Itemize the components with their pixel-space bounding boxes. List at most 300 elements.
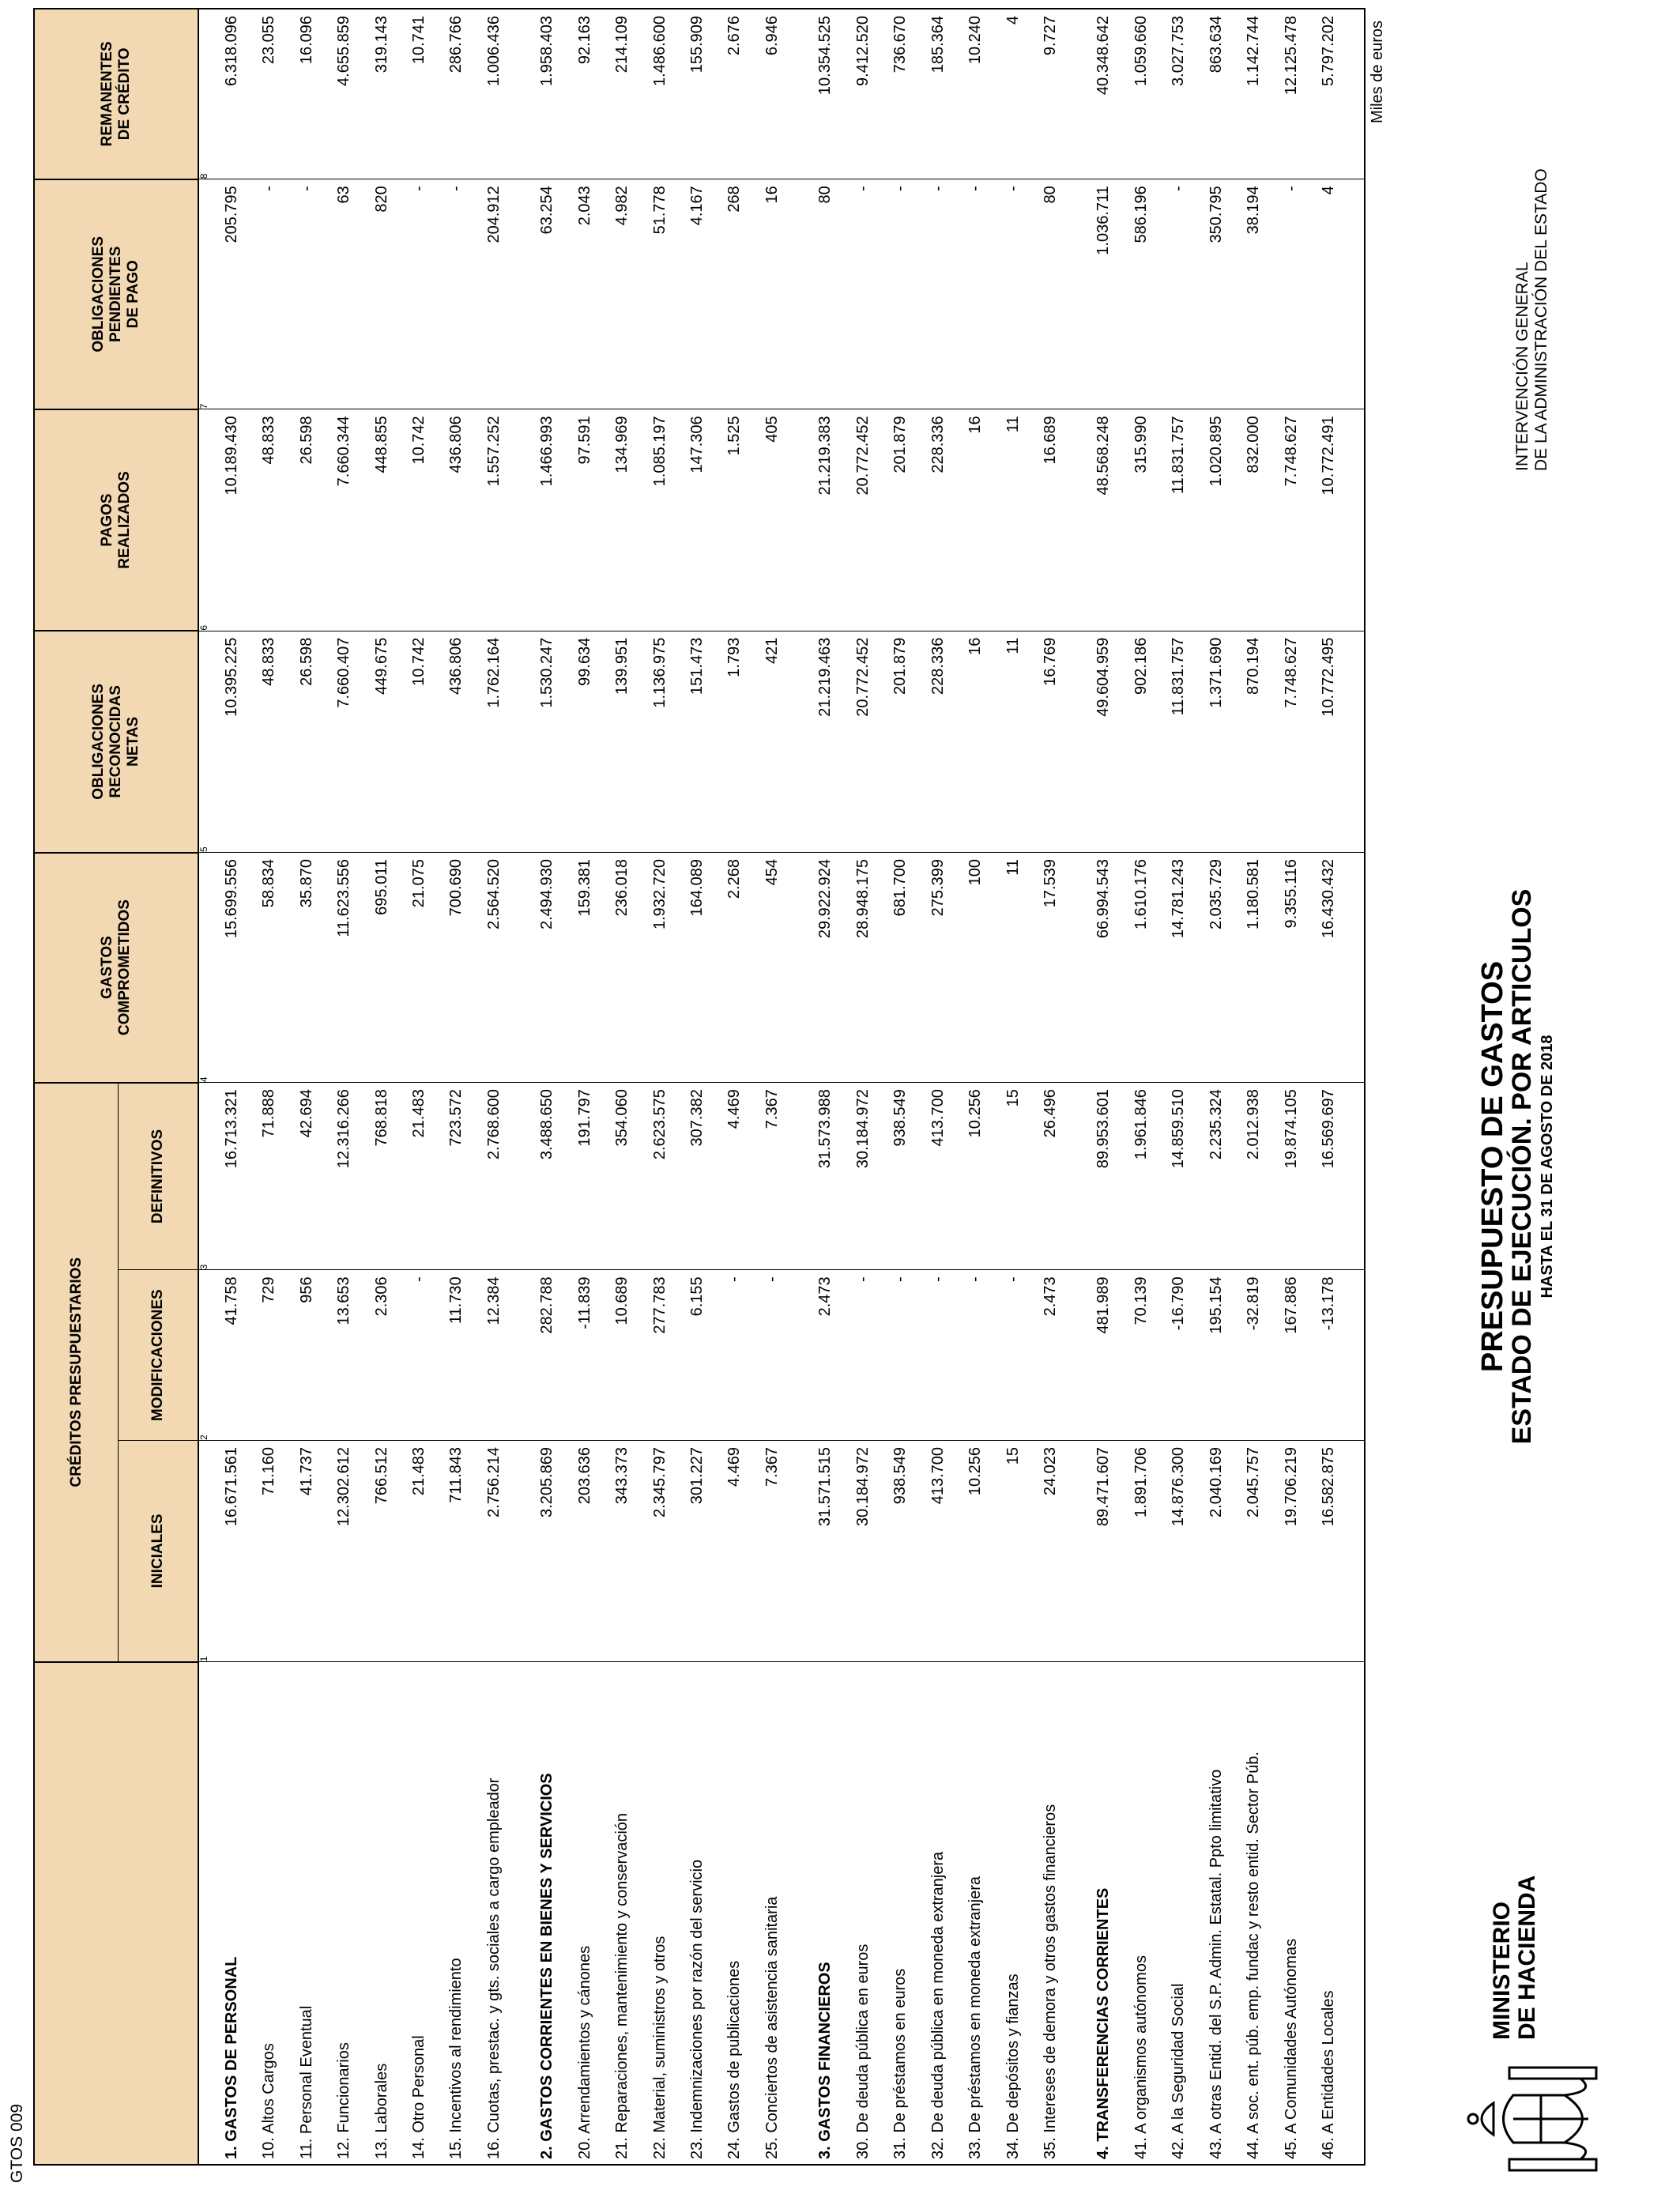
value-cell: 21.483 xyxy=(401,1083,438,1270)
value-cell: 268 xyxy=(716,179,753,409)
value-cell: 1.059.660 xyxy=(1123,9,1160,179)
value-cell: 681.700 xyxy=(882,853,919,1083)
creditos-group-header: CRÉDITOS PRESUPUESTARIOS xyxy=(34,1083,119,1662)
chapter-row xyxy=(529,9,566,2165)
value-cell: 736.670 xyxy=(882,9,919,179)
value-cell: 42.694 xyxy=(288,1083,326,1270)
ministry-name xyxy=(1490,1875,1540,2040)
value-cell: 902.186 xyxy=(1123,631,1160,852)
value-cell: 1.961.846 xyxy=(1123,1083,1160,1270)
row-label: 13. Laborales xyxy=(363,1662,400,2165)
value-cell: 15 xyxy=(994,1083,1031,1270)
value-cell: 7.660.344 xyxy=(326,409,363,631)
spacer-cell xyxy=(1347,1662,1365,2165)
value-cell: - xyxy=(957,179,994,409)
value-cell: 2.473 xyxy=(1032,1270,1069,1441)
gap-cell xyxy=(791,1083,807,1270)
gastos-header-line-2: COMPROMETIDOS xyxy=(116,899,133,1036)
table-row xyxy=(679,9,716,2165)
value-cell: 695.011 xyxy=(363,853,400,1083)
value-cell: 863.634 xyxy=(1198,9,1235,179)
value-cell: - xyxy=(288,179,326,409)
section-gap xyxy=(791,9,807,2165)
value-cell: 203.636 xyxy=(567,1440,604,1661)
obl-header-line-1: OBLIGACIONES xyxy=(90,683,107,800)
value-cell: 201.879 xyxy=(882,409,919,631)
column-number: 7 xyxy=(198,179,213,409)
value-cell: 80 xyxy=(807,179,844,409)
gastos-header-line-1: GASTOS xyxy=(99,936,115,1000)
value-cell: 15.699.556 xyxy=(213,853,250,1083)
value-cell: - xyxy=(1272,179,1309,409)
value-cell: - xyxy=(882,179,919,409)
table-row xyxy=(326,9,363,2165)
value-cell: 10.742 xyxy=(401,409,438,631)
gap-cell xyxy=(791,1662,807,2165)
table-row xyxy=(716,9,753,2165)
gap-cell xyxy=(791,9,807,179)
gap-cell xyxy=(791,631,807,852)
value-cell: 3.027.753 xyxy=(1160,9,1197,179)
value-cell: 17.539 xyxy=(1032,853,1069,1083)
value-cell: 1.932.720 xyxy=(641,853,678,1083)
spacer-cell xyxy=(1347,853,1365,1083)
value-cell: 275.399 xyxy=(919,853,956,1083)
value-cell: -11.839 xyxy=(567,1270,604,1441)
row-label: 23. Indemnizaciones por razón del servicio xyxy=(679,1662,716,2165)
pagos-header-line-1: PAGOS xyxy=(99,493,115,547)
value-cell: 2.623.575 xyxy=(641,1083,678,1270)
value-cell: 10.256 xyxy=(957,1440,994,1661)
iniciales-header: INICIALES xyxy=(119,1440,199,1661)
value-cell: 16 xyxy=(957,631,994,852)
value-cell: 10.354.525 xyxy=(807,9,844,179)
gap-cell xyxy=(791,179,807,409)
value-cell: 12.125.478 xyxy=(1272,9,1309,179)
gap-cell xyxy=(513,9,529,179)
value-cell: 147.306 xyxy=(679,409,716,631)
value-cell: 9.412.520 xyxy=(845,9,882,179)
value-cell: 49.604.959 xyxy=(1085,631,1122,852)
row-label: 25. Conciertos de asistencia sanitaria xyxy=(754,1662,791,2165)
value-cell: 100 xyxy=(957,853,994,1083)
value-cell: 9.355.116 xyxy=(1272,853,1309,1083)
gap-cell xyxy=(1069,9,1085,179)
value-cell: 10.240 xyxy=(957,9,994,179)
column-number: 4 xyxy=(198,853,213,1083)
section-gap xyxy=(1069,9,1085,2165)
value-cell: 12.384 xyxy=(476,1270,513,1441)
remanentes-header xyxy=(34,9,198,179)
row-label: 16. Cuotas, prestac. y gts. sociales a cargo empleador xyxy=(476,1662,513,2165)
value-cell: 870.194 xyxy=(1235,631,1272,852)
value-cell: 16.430.432 xyxy=(1310,853,1347,1083)
gap-cell xyxy=(513,631,529,852)
row-label: 22. Material, suministros y otros xyxy=(641,1662,678,2165)
value-cell: 405 xyxy=(754,409,791,631)
value-cell: 164.089 xyxy=(679,853,716,1083)
value-cell: 20.772.452 xyxy=(845,409,882,631)
page-title: PRESUPUESTO DE GASTOS xyxy=(1476,960,1509,1373)
value-cell: 2.756.214 xyxy=(476,1440,513,1661)
igae-block xyxy=(1513,168,1551,471)
table-end-spacer xyxy=(1347,9,1365,2165)
value-cell: 14.781.243 xyxy=(1160,853,1197,1083)
row-label: 10. Altos Cargos xyxy=(250,1662,288,2165)
value-cell: 26.598 xyxy=(288,631,326,852)
spacer-cell xyxy=(1347,1440,1365,1661)
column-number: 1 xyxy=(198,1440,213,1661)
document-code: GTOS 009 xyxy=(8,2104,26,2183)
value-cell: 35.870 xyxy=(288,853,326,1083)
value-cell: 16.671.561 xyxy=(213,1440,250,1661)
modificaciones-header: MODIFICACIONES xyxy=(119,1270,199,1441)
value-cell: 6.946 xyxy=(754,9,791,179)
value-cell: 413.700 xyxy=(919,1440,956,1661)
value-cell: 436.806 xyxy=(438,409,475,631)
value-cell: 204.912 xyxy=(476,179,513,409)
section-gap xyxy=(513,9,529,2165)
gap-cell xyxy=(791,853,807,1083)
value-cell: - xyxy=(1160,179,1197,409)
value-cell: 1.371.690 xyxy=(1198,631,1235,852)
value-cell: 19.706.219 xyxy=(1272,1440,1309,1661)
column-number: 2 xyxy=(198,1270,213,1441)
coat-of-arms-icon xyxy=(1462,2060,1620,2178)
table-row xyxy=(438,9,475,2165)
value-cell: 2.043 xyxy=(567,179,604,409)
value-cell: 191.797 xyxy=(567,1083,604,1270)
value-cell: 286.766 xyxy=(438,9,475,179)
column-number: 3 xyxy=(198,1083,213,1270)
value-cell: 89.471.607 xyxy=(1085,1440,1122,1661)
value-cell: 26.598 xyxy=(288,409,326,631)
chapter-row xyxy=(807,9,844,2165)
spacer-cell xyxy=(1347,631,1365,852)
value-cell: 10.772.491 xyxy=(1310,409,1347,631)
value-cell: 700.690 xyxy=(438,853,475,1083)
value-cell: 10.189.430 xyxy=(213,409,250,631)
table-row xyxy=(919,9,956,2165)
row-label: 34. De depósitos y fianzas xyxy=(994,1662,1031,2165)
value-cell: - xyxy=(994,1270,1031,1441)
value-cell: 1.762.164 xyxy=(476,631,513,852)
value-cell: -16.790 xyxy=(1160,1270,1197,1441)
value-cell: 28.948.175 xyxy=(845,853,882,1083)
value-cell: 277.783 xyxy=(641,1270,678,1441)
value-cell: 768.818 xyxy=(363,1083,400,1270)
row-label: 21. Reparaciones, mantenimiento y conservación xyxy=(604,1662,641,2165)
value-cell: 16 xyxy=(957,409,994,631)
spacer-cell xyxy=(1347,179,1365,409)
value-cell: 2.012.938 xyxy=(1235,1083,1272,1270)
value-cell: 63.254 xyxy=(529,179,566,409)
value-cell: 1.958.403 xyxy=(529,9,566,179)
value-cell: 3.205.869 xyxy=(529,1440,566,1661)
value-cell: 2.473 xyxy=(807,1270,844,1441)
value-cell: 31.571.515 xyxy=(807,1440,844,1661)
row-label: 41. A organismos autónomos xyxy=(1123,1662,1160,2165)
pagos-realizados-header xyxy=(34,409,198,631)
value-cell: 4.469 xyxy=(716,1083,753,1270)
gap-cell xyxy=(1069,631,1085,852)
gap-cell xyxy=(791,1270,807,1441)
row-label: 24. Gastos de publicaciones xyxy=(716,1662,753,2165)
row-label: 15. Incentivos al rendimiento xyxy=(438,1662,475,2165)
value-cell: 448.855 xyxy=(363,409,400,631)
table-row xyxy=(845,9,882,2165)
value-cell: 1.036.711 xyxy=(1085,179,1122,409)
value-cell: 586.196 xyxy=(1123,179,1160,409)
value-cell: - xyxy=(845,1270,882,1441)
gap-cell xyxy=(513,1440,529,1661)
budget-table xyxy=(33,8,1365,2166)
value-cell: 282.788 xyxy=(529,1270,566,1441)
obligaciones-reconocidas-header xyxy=(34,631,198,852)
value-cell: 13.653 xyxy=(326,1270,363,1441)
value-cell: 71.888 xyxy=(250,1083,288,1270)
row-label: 30. De deuda pública en euros xyxy=(845,1662,882,2165)
value-cell: 195.154 xyxy=(1198,1270,1235,1441)
value-cell: 31.573.988 xyxy=(807,1083,844,1270)
obl-header-line-2: RECONOCIDAS xyxy=(107,685,124,798)
gap-cell xyxy=(791,409,807,631)
value-cell: 956 xyxy=(288,1270,326,1441)
pend-header-line-2: PENDIENTES xyxy=(107,246,124,342)
value-cell: 319.143 xyxy=(363,9,400,179)
value-cell: 185.364 xyxy=(919,9,956,179)
value-cell: - xyxy=(845,179,882,409)
value-cell: 766.512 xyxy=(363,1440,400,1661)
value-cell: 201.879 xyxy=(882,631,919,852)
value-cell: 71.160 xyxy=(250,1440,288,1661)
table-row xyxy=(363,9,400,2165)
spacer-cell xyxy=(1347,409,1365,631)
value-cell: 11.730 xyxy=(438,1270,475,1441)
value-cell: 2.345.797 xyxy=(641,1440,678,1661)
title-block xyxy=(1478,692,1557,1641)
value-cell: 11.831.757 xyxy=(1160,631,1197,852)
table-row xyxy=(604,9,641,2165)
value-cell: 70.139 xyxy=(1123,1270,1160,1441)
value-cell: 2.494.930 xyxy=(529,853,566,1083)
value-cell: 449.675 xyxy=(363,631,400,852)
value-cell: 481.989 xyxy=(1085,1270,1122,1441)
value-cell: 354.060 xyxy=(604,1083,641,1270)
value-cell: 4 xyxy=(994,9,1031,179)
value-cell: 63 xyxy=(326,179,363,409)
value-cell: 421 xyxy=(754,631,791,852)
definitivos-header: DEFINITIVOS xyxy=(119,1083,199,1270)
value-cell: 413.700 xyxy=(919,1083,956,1270)
value-cell: 159.381 xyxy=(567,853,604,1083)
value-cell: 938.549 xyxy=(882,1440,919,1661)
value-cell: 20.772.452 xyxy=(845,631,882,852)
value-cell: 10.772.495 xyxy=(1310,631,1347,852)
gap-cell xyxy=(513,1662,529,2165)
value-cell: 1.085.197 xyxy=(641,409,678,631)
value-cell: 3.488.650 xyxy=(529,1083,566,1270)
pagos-header-line-2: REALIZADOS xyxy=(116,471,133,569)
table-row xyxy=(882,9,919,2165)
value-cell: 711.843 xyxy=(438,1440,475,1661)
table-row xyxy=(1123,9,1160,2165)
value-cell: 10.395.225 xyxy=(213,631,250,852)
value-cell: 1.793 xyxy=(716,631,753,852)
igae-line-1: INTERVENCIÓN GENERAL xyxy=(1513,262,1531,471)
value-cell: 1.530.247 xyxy=(529,631,566,852)
value-cell: 214.109 xyxy=(604,9,641,179)
table-row xyxy=(288,9,326,2165)
gap-cell xyxy=(513,179,529,409)
value-cell: 26.496 xyxy=(1032,1083,1069,1270)
row-label: 12. Funcionarios xyxy=(326,1662,363,2165)
table-row xyxy=(1198,9,1235,2165)
value-cell: 30.184.972 xyxy=(845,1440,882,1661)
gap-cell xyxy=(513,409,529,631)
table-row xyxy=(250,9,288,2165)
value-cell: 38.194 xyxy=(1235,179,1272,409)
value-cell: 155.909 xyxy=(679,9,716,179)
value-cell: 10.689 xyxy=(604,1270,641,1441)
value-cell: - xyxy=(754,1270,791,1441)
gap-cell xyxy=(1069,1083,1085,1270)
value-cell: 40.348.642 xyxy=(1085,9,1122,179)
row-label: 42. A la Seguridad Social xyxy=(1160,1662,1197,2165)
spacer-cell xyxy=(1347,1083,1365,1270)
row-label: 33. De préstamos en moneda extranjera xyxy=(957,1662,994,2165)
value-cell: - xyxy=(919,1270,956,1441)
value-cell: 9.727 xyxy=(1032,9,1069,179)
table-row xyxy=(401,9,438,2165)
spacer-cell xyxy=(1347,9,1365,179)
gap-cell xyxy=(1069,179,1085,409)
value-cell: 2.040.169 xyxy=(1198,1440,1235,1661)
page-subtitle: ESTADO DE EJECUCIÓN. POR ARTICULOS xyxy=(1507,888,1537,1445)
value-cell: 16.713.321 xyxy=(213,1083,250,1270)
row-label: 35. Intereses de demora y otros gastos financieros xyxy=(1032,1662,1069,2165)
value-cell: - xyxy=(994,179,1031,409)
value-cell: 99.634 xyxy=(567,631,604,852)
row-label: 11. Personal Eventual xyxy=(288,1662,326,2165)
value-cell: 7.367 xyxy=(754,1440,791,1661)
gastos-comprometidos-header xyxy=(34,853,198,1083)
value-cell: 343.373 xyxy=(604,1440,641,1661)
value-cell: 4.655.859 xyxy=(326,9,363,179)
gap-cell xyxy=(1069,1270,1085,1441)
value-cell: 23.055 xyxy=(250,9,288,179)
value-cell: 7.748.627 xyxy=(1272,631,1309,852)
row-label: 32. De deuda pública en moneda extranjera xyxy=(919,1662,956,2165)
value-cell: 2.035.729 xyxy=(1198,853,1235,1083)
value-cell: 48.833 xyxy=(250,409,288,631)
value-cell: 11 xyxy=(994,853,1031,1083)
value-cell: 228.336 xyxy=(919,631,956,852)
gap-cell xyxy=(513,853,529,1083)
chapter-row xyxy=(1085,9,1122,2165)
value-cell: - xyxy=(401,1270,438,1441)
value-cell: 4.469 xyxy=(716,1440,753,1661)
value-cell: 167.886 xyxy=(1272,1270,1309,1441)
row-label: 20. Arrendamientos y cánones xyxy=(567,1662,604,2165)
value-cell: 12.302.612 xyxy=(326,1440,363,1661)
value-cell: -32.819 xyxy=(1235,1270,1272,1441)
value-cell: 2.235.324 xyxy=(1198,1083,1235,1270)
column-number-blank xyxy=(198,1662,213,2165)
value-cell: 41.737 xyxy=(288,1440,326,1661)
value-cell: 2.306 xyxy=(363,1270,400,1441)
table-row xyxy=(754,9,791,2165)
value-cell: 97.591 xyxy=(567,409,604,631)
value-cell: -13.178 xyxy=(1310,1270,1347,1441)
value-cell: 16.096 xyxy=(288,9,326,179)
value-cell: 5.797.202 xyxy=(1310,9,1347,179)
table-row xyxy=(476,9,513,2165)
value-cell: 10.256 xyxy=(957,1083,994,1270)
value-cell: 16.689 xyxy=(1032,409,1069,631)
row-label: 45. A Comunidades Autónomas xyxy=(1272,1662,1309,2165)
value-cell: 1.020.895 xyxy=(1198,409,1235,631)
row-label: 44. A soc. ent. púb. emp. fundac y resto entid. Sector Púb. xyxy=(1235,1662,1272,2165)
value-cell: 1.142.744 xyxy=(1235,9,1272,179)
gap-cell xyxy=(1069,409,1085,631)
gap-cell xyxy=(791,1440,807,1661)
value-cell: 729 xyxy=(250,1270,288,1441)
value-cell: 1.557.252 xyxy=(476,409,513,631)
column-number: 8 xyxy=(198,9,213,179)
table-row xyxy=(641,9,678,2165)
value-cell: 15 xyxy=(994,1440,1031,1661)
value-cell: 1.466.993 xyxy=(529,409,566,631)
row-label: 43. A otras Entid. del S.P. Admin. Estatal. Ppto limitativo xyxy=(1198,1662,1235,2165)
value-cell: 2.676 xyxy=(716,9,753,179)
value-cell: 307.382 xyxy=(679,1083,716,1270)
gap-cell xyxy=(1069,1440,1085,1661)
value-cell: - xyxy=(438,179,475,409)
value-cell: 315.990 xyxy=(1123,409,1160,631)
value-cell: 228.336 xyxy=(919,409,956,631)
igae-line-2: DE LA ADMINISTRACIÓN DEL ESTADO xyxy=(1532,168,1550,471)
gap-cell xyxy=(1069,853,1085,1083)
value-cell: 21.075 xyxy=(401,853,438,1083)
value-cell: 6.155 xyxy=(679,1270,716,1441)
value-cell: 139.951 xyxy=(604,631,641,852)
table-row xyxy=(1272,9,1309,2165)
value-cell: 21.219.383 xyxy=(807,409,844,631)
value-cell: 301.227 xyxy=(679,1440,716,1661)
row-label: 46. A Entidades Locales xyxy=(1310,1662,1347,2165)
value-cell: 30.184.972 xyxy=(845,1083,882,1270)
value-cell: 832.000 xyxy=(1235,409,1272,631)
date-line: HASTA EL 31 DE AGOSTO DE 2018 xyxy=(1539,1035,1556,1299)
value-cell: 1.486.600 xyxy=(641,9,678,179)
value-cell: 4 xyxy=(1310,179,1347,409)
value-cell: 24.023 xyxy=(1032,1440,1069,1661)
value-cell: 41.758 xyxy=(213,1270,250,1441)
table-row xyxy=(957,9,994,2165)
value-cell: 10.742 xyxy=(401,631,438,852)
value-cell: 134.969 xyxy=(604,409,641,631)
pend-header-line-1: OBLIGACIONES xyxy=(90,236,107,352)
value-cell: 16 xyxy=(754,179,791,409)
value-cell: 11 xyxy=(994,631,1031,852)
rem-header-line-1: REMANENTES xyxy=(99,41,115,147)
value-cell: 1.891.706 xyxy=(1123,1440,1160,1661)
value-cell: 436.806 xyxy=(438,631,475,852)
value-cell: - xyxy=(401,179,438,409)
value-cell: 1.006.436 xyxy=(476,9,513,179)
ministry-line-1: MINISTERIO xyxy=(1489,1901,1515,2040)
